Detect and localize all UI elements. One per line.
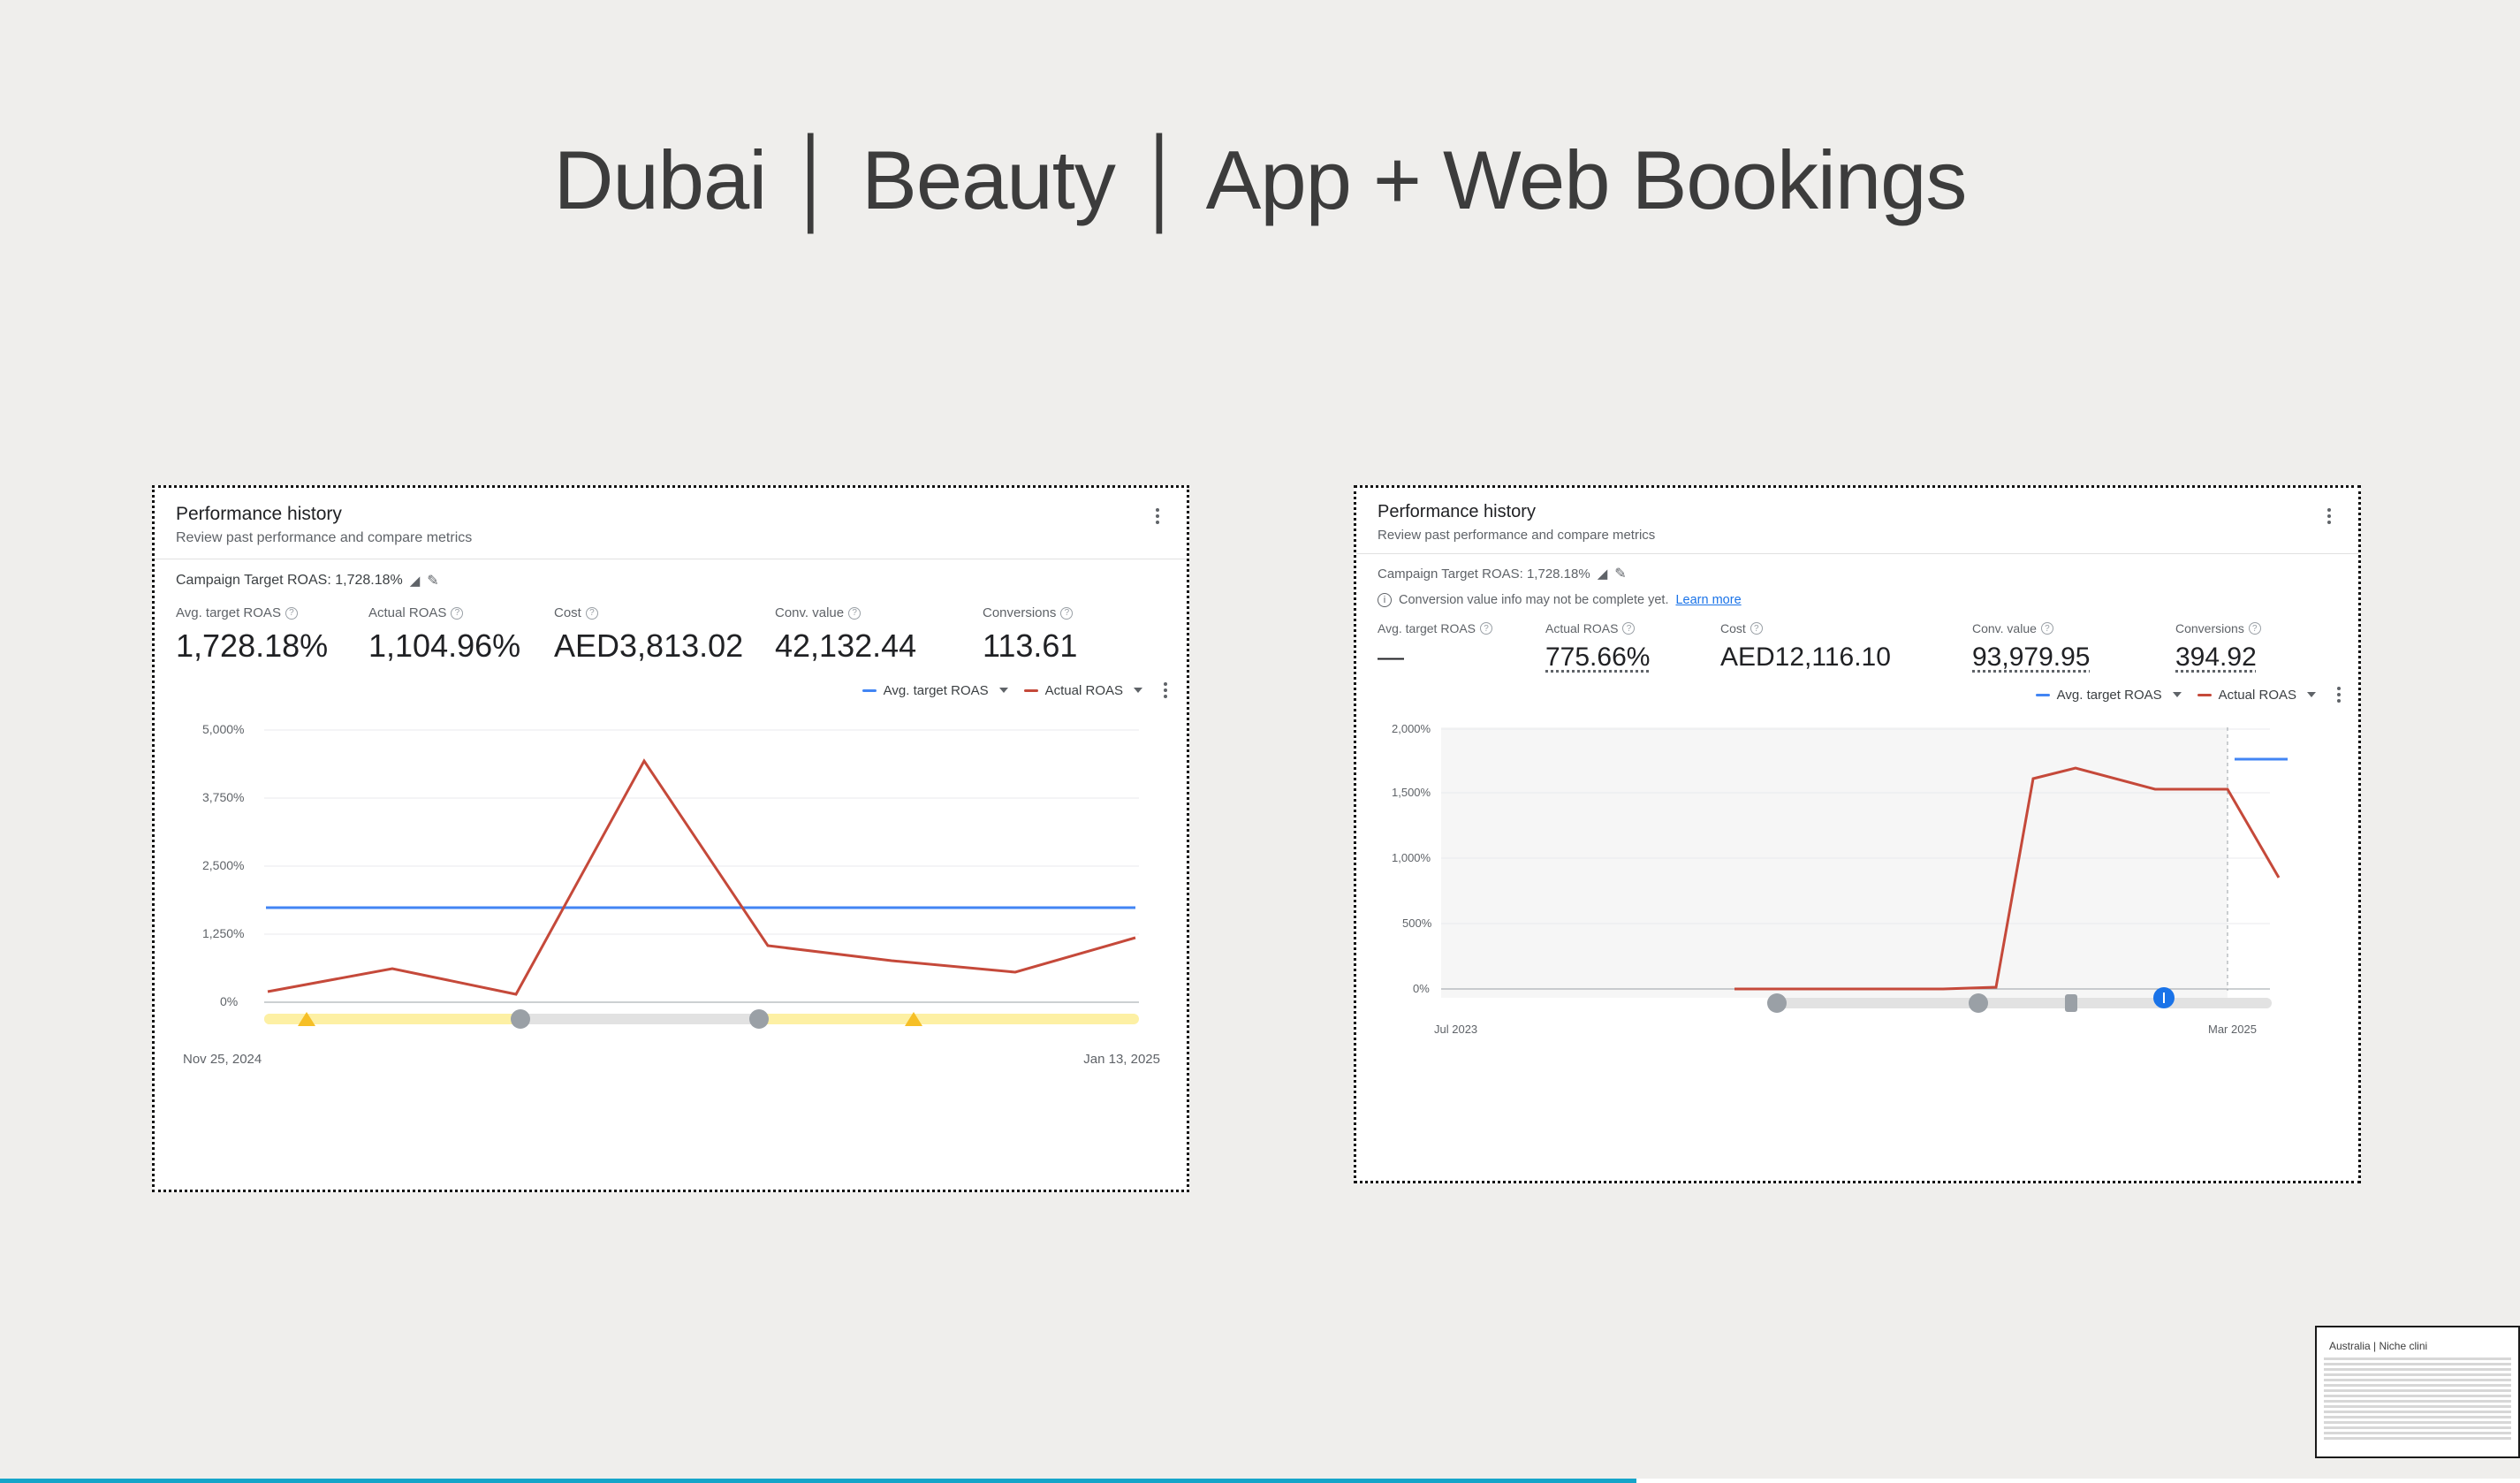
metric-label: Cost (554, 605, 581, 620)
card-left-more-options-icon[interactable] (1148, 504, 1167, 529)
chart-svg-right (1378, 715, 2336, 1042)
legend-label: Actual ROAS (1044, 682, 1123, 698)
edit-target-pencil-icon[interactable]: ✎ (1614, 567, 1627, 582)
card-right-more-options-icon[interactable] (2319, 504, 2339, 529)
axis-start-date: Jul 2023 (1434, 1023, 1478, 1036)
metric-label: Actual ROAS (368, 605, 447, 620)
card-left-legend (176, 682, 1167, 698)
metric-value: 1,104.96% (368, 627, 521, 664)
chevron-down-icon[interactable] (1134, 688, 1142, 693)
chart-options-icon[interactable] (1164, 682, 1167, 698)
timeline-track (1777, 998, 2272, 1008)
conversion-value-notice (1378, 593, 2341, 607)
timeline-handle-right (749, 1009, 769, 1029)
help-icon[interactable]: ? (1060, 607, 1073, 620)
metric-value: — (1378, 643, 1404, 672)
card-left-target-row (176, 572, 1167, 589)
learn-more-link[interactable]: Learn more (1675, 593, 1742, 607)
y-tick-label: 1,250% (202, 926, 245, 940)
edit-target-pencil-icon[interactable]: ✎ (427, 574, 439, 589)
chart-svg-left (176, 711, 1165, 1046)
chart-shaded-region (1441, 727, 2228, 998)
card-right-target-row (1378, 565, 2341, 582)
metric-conversions (2175, 621, 2261, 673)
y-tick-label: 2,000% (1392, 722, 1431, 735)
metric-avg-target-roas (176, 605, 368, 665)
legend-color-swatch (2197, 694, 2212, 696)
metric-value: 42,132.44 (775, 627, 917, 664)
axis-end-date: Jan 13, 2025 (1083, 1052, 1160, 1067)
notice-text: Conversion value info may not be complete yet. (1399, 593, 1669, 607)
y-tick-label: 1,000% (1392, 851, 1431, 864)
legend-item-avg-target-roas[interactable] (862, 683, 1008, 698)
card-right-metrics (1378, 621, 2341, 673)
legend-color-swatch (2036, 694, 2050, 696)
axis-start-date: Nov 25, 2024 (183, 1052, 262, 1067)
metric-actual-roas (1545, 621, 1720, 673)
help-icon[interactable]: ? (2041, 622, 2053, 635)
metric-value: 1,728.18% (176, 627, 329, 664)
chevron-down-icon[interactable] (999, 688, 1008, 693)
y-tick-label: 0% (220, 994, 239, 1008)
help-icon[interactable]: ? (285, 607, 298, 620)
help-icon[interactable]: ? (848, 607, 861, 620)
chart-icon: ◢ (1597, 567, 1608, 582)
card-left-target-label: Campaign Target ROAS: 1,728.18% (176, 573, 403, 588)
metric-value: 113.61 (983, 627, 1078, 664)
metric-label: Avg. target ROAS (176, 605, 281, 620)
timeline-handle-mid (1969, 993, 1988, 1013)
y-tick-label: 0% (1413, 982, 1430, 995)
timeline-handle-bar (2065, 994, 2077, 1012)
legend-item-actual-roas[interactable] (1024, 683, 1142, 698)
metric-cost (554, 605, 775, 665)
metric-label: Avg. target ROAS (1378, 621, 1476, 635)
metric-actual-roas (368, 605, 554, 665)
legend-label: Avg. target ROAS (883, 682, 989, 698)
y-tick-label: 1,500% (1392, 786, 1431, 799)
chart-options-icon[interactable] (2337, 687, 2341, 703)
metric-avg-target-roas (1378, 621, 1545, 673)
metric-label: Conv. value (1972, 621, 2037, 635)
chevron-down-icon[interactable] (2173, 692, 2182, 697)
performance-history-card-left (152, 485, 1189, 1192)
card-left-metrics (176, 605, 1167, 665)
page-title: Dubai │ Beauty │ App + Web Bookings (553, 133, 1967, 226)
bottom-progress-bar-remaining (1636, 1479, 2520, 1483)
legend-color-swatch (1024, 689, 1038, 692)
metric-label: Conversions (2175, 621, 2244, 635)
timeline-handle-left (1767, 993, 1787, 1013)
info-icon: i (1378, 593, 1392, 607)
card-right-subtitle: Review past performance and compare metrics (1378, 528, 1656, 543)
y-tick-label: 5,000% (202, 722, 245, 736)
card-right-title: Performance history (1378, 502, 1536, 521)
metric-value: AED3,813.02 (554, 627, 744, 664)
legend-color-swatch (862, 689, 877, 692)
y-tick-label: 3,750% (202, 790, 245, 804)
help-icon[interactable]: ? (451, 607, 463, 620)
timeline-handle-left (511, 1009, 530, 1029)
legend-label: Avg. target ROAS (2056, 687, 2162, 703)
metric-label: Conversions (983, 605, 1057, 620)
card-left-chart (176, 711, 1167, 1067)
help-icon[interactable]: ? (1480, 622, 1492, 635)
y-tick-label: 500% (1402, 916, 1432, 930)
metric-cost (1720, 621, 1972, 673)
chart-icon: ◢ (409, 574, 421, 589)
card-left-subtitle: Review past performance and compare metrics (176, 530, 473, 545)
metric-value: 775.66% (1545, 643, 1651, 672)
metric-conversions (983, 605, 1077, 665)
help-icon[interactable]: ? (586, 607, 598, 620)
metric-conv-value (775, 605, 983, 665)
metric-value: AED12,116.10 (1720, 643, 1891, 672)
card-right-chart (1378, 715, 2341, 1042)
card-right-divider (1356, 553, 2358, 554)
metric-value: 93,979.95 (1972, 643, 2091, 672)
card-right-target-label: Campaign Target ROAS: 1,728.18% (1378, 566, 1590, 582)
metric-conv-value (1972, 621, 2175, 673)
metric-value: 394.92 (2175, 643, 2257, 672)
help-icon[interactable]: ? (1750, 622, 1763, 635)
card-right-legend (1378, 687, 2341, 703)
legend-label: Actual ROAS (2218, 687, 2296, 703)
next-slide-thumbnail[interactable] (2315, 1326, 2520, 1458)
help-icon[interactable]: ? (1622, 622, 1635, 635)
card-left-axis-dates (176, 1052, 1167, 1067)
metric-label: Actual ROAS (1545, 621, 1619, 635)
card-left-title: Performance history (176, 504, 342, 524)
y-tick-label: 2,500% (202, 858, 245, 872)
performance-history-card-right (1354, 485, 2361, 1183)
legend-item-actual-roas[interactable] (2197, 688, 2316, 703)
next-slide-placeholder-lines (2317, 1358, 2518, 1440)
axis-end-date: Mar 2025 (2208, 1023, 2257, 1036)
help-icon[interactable]: ? (2249, 622, 2261, 635)
metric-label: Conv. value (775, 605, 845, 620)
metric-label: Cost (1720, 621, 1746, 635)
chevron-down-icon[interactable] (2307, 692, 2316, 697)
next-slide-title: Australia | Niche clini (2329, 1340, 2428, 1352)
legend-item-avg-target-roas[interactable] (2036, 688, 2182, 703)
